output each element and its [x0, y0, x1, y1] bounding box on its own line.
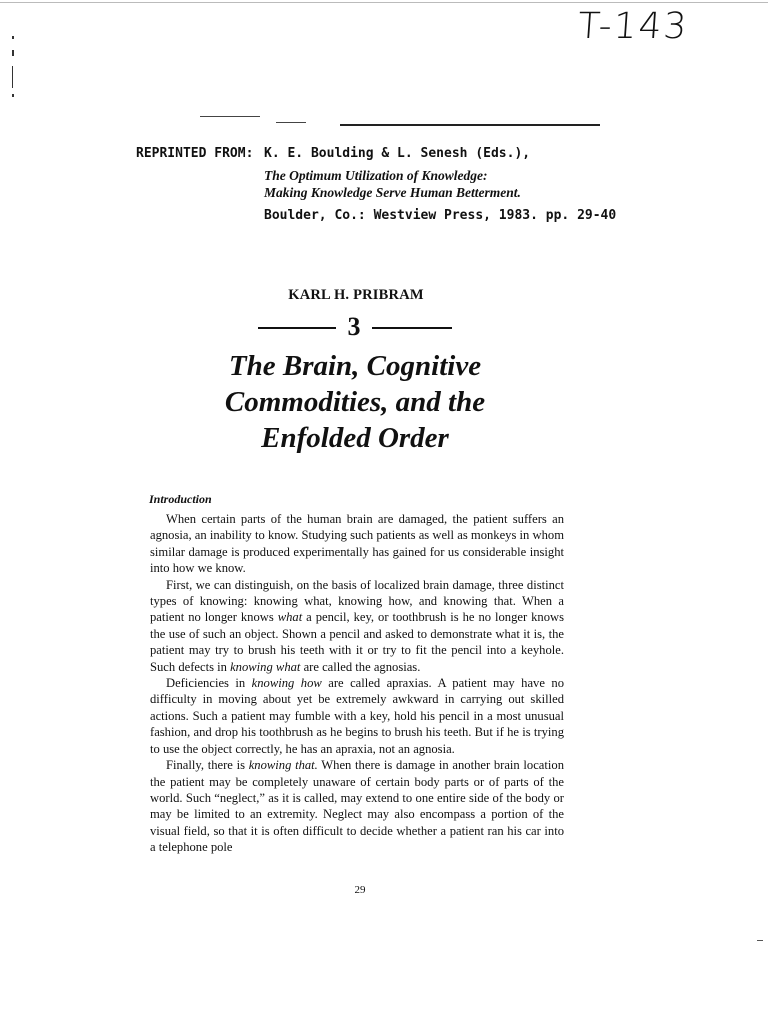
paragraph: Deficiencies in knowing how are called apraxias. A patient may have no difficulty in moving about yet be extremely awkward in carrying out skilled actions. Such a patient may fumble with a key, hold his pencil in a most unusual fashion, and drop his toothbrush as he begins to brush his teeth. But if he is trying to use the object correctly, he has an apraxia, not an agnosia. — [150, 676, 564, 756]
citation-label: REPRINTED FROM: — [136, 146, 254, 161]
scan-dash-line-2 — [340, 124, 600, 126]
chapter-title-line-2: Commodities, and the — [224, 386, 486, 418]
chapter-rule-left — [258, 327, 336, 329]
handwritten-reference: T-143 — [576, 6, 690, 47]
citation-book-line-2: Making Knowledge Serve Human Betterment. — [264, 185, 521, 200]
paragraph: First, we can distinguish, on the basis of localized brain damage, three distinct types of knowing: knowing what, knowing how, and knowing that. When a patient no longer knows what a pencil, key, or toothbrush is he no longer knows the use of such an object. Shown a pencil and asked to demonstrate what it is, the patient may try to brush his teeth with it or try to fit the pencil into a keyhole. Such defects in knowing what are called the agnosias. — [150, 577, 564, 674]
scan-margin-marks — [12, 36, 14, 98]
paragraph: Finally, there is knowing that. When there is damage in another brain location the patient may be completely unaware of certain body parts or of parts of the world. Such “neglect,” as it is called, may extend to one entire side of the body or may be limited to an extremity. Neglect may also encompass a portion of the visual field, so that it is often difficult to decide whether a patient ran his car into a telephone pole — [150, 758, 564, 855]
scan-edge-mark — [757, 940, 763, 941]
chapter-title-line-1: The Brain, Cognitive — [228, 350, 482, 382]
page-number: 29 — [354, 884, 366, 896]
author-name: KARL H. PRIBRAM — [288, 287, 424, 303]
chapter-title — [150, 348, 560, 456]
scan-dash-line-1 — [200, 116, 260, 117]
paragraph: When certain parts of the human brain are damaged, the patient suffers an agnosia, an inability to know. Studying such patients as well as monkeys in whom similar damage is produced experimentally has gained for us considerable insight into how we know. — [150, 512, 564, 576]
body-text — [150, 511, 564, 856]
citation-book-line-1: The Optimum Utilization of Knowledge: — [264, 168, 488, 183]
scan-border-line — [0, 2, 768, 3]
citation-publisher: Boulder, Co.: Westview Press, 1983. pp. 29-40 — [264, 208, 617, 223]
chapter-number: 3 — [347, 312, 361, 341]
scan-dash-line-3 — [276, 122, 306, 123]
section-heading: Introduction — [149, 492, 212, 506]
chapter-title-line-3: Enfolded Order — [261, 422, 449, 454]
chapter-rule-right — [372, 327, 452, 329]
citation-editors: K. E. Boulding & L. Senesh (Eds.), — [264, 146, 531, 161]
